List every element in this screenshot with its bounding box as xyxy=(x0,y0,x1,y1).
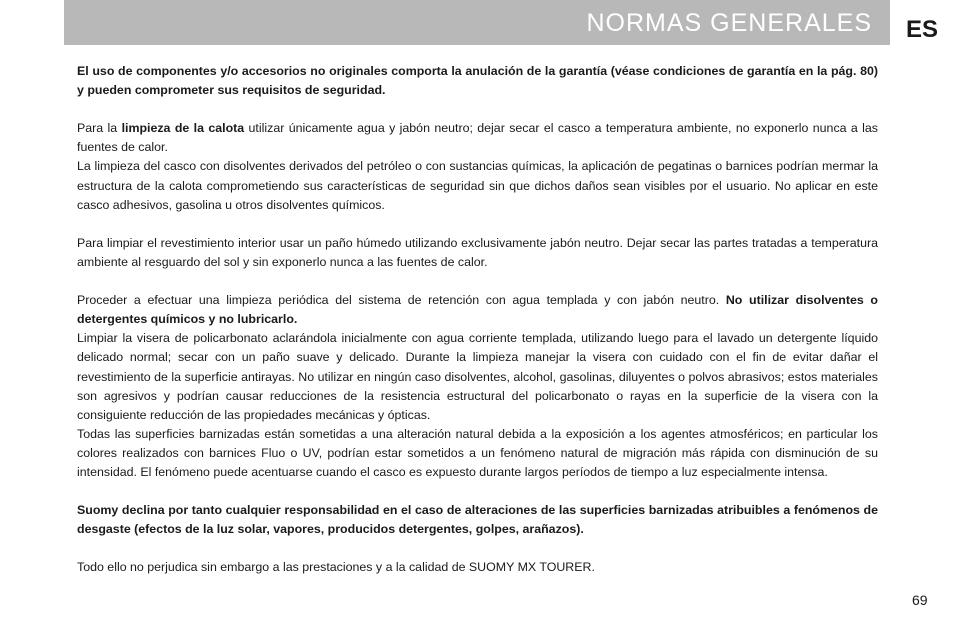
paragraph-gap xyxy=(77,100,878,119)
shell-cleaning-emphasis: limpieza de la calota xyxy=(121,121,245,136)
paragraph-closing-note: Todo ello no perjudica sin embargo a las prestaciones y a la calidad de SUOMY MX TOURER. xyxy=(77,560,595,575)
paragraph-liability-disclaimer xyxy=(77,501,878,539)
page-title: NORMAS GENERALES xyxy=(586,9,872,37)
shell-cleaning-intro: Para la xyxy=(77,121,122,136)
paragraph-gap xyxy=(77,539,878,558)
page-number: 69 xyxy=(912,592,928,608)
document-body xyxy=(77,62,878,578)
paragraph-painted-surfaces: Todas las superficies barnizadas están sometidas a una alteración natural debida a la exposición a los agentes atmosféricos; en particular los colores realizados con barnices Fluo o UV, podrían estar sometidos a un fenómeno natural de migración más rápida con disminución de su intensidad. El fenómeno puede acentuarse cuando el casco es expuesto durante largos períodos de tiempo a luz especialmente intensa. xyxy=(77,426,878,479)
paragraph-gap xyxy=(77,215,878,234)
paragraph-gap xyxy=(77,482,878,501)
paragraph-warranty-warning xyxy=(77,62,878,100)
paragraph-shell-cleaning xyxy=(77,119,878,157)
paragraph-visor-cleaning: Limpiar la visera de policarbonato aclarándola inicialmente con agua corriente templada, utilizando luego para el lavado un detergente líquido delicado normal; secar con un paño suave y delicado. Durante la limpieza manejar la visera con cuidado con el fin de evitar dañar el revestimiento de la superficie antirayas. No utilizar en ningún caso disolventes, alcohol, gasolinas, diluyentes o polvos abrasivos; estos materiales son agresivos y podrían causar reducciones de la resistencia estructural del policarbonato o rayas en la superficie de la visera con la consiguiente reducción de las propiedades mecánicas y ópticas. xyxy=(77,331,878,422)
retention-system-warning: No utilizar disolventes o detergentes químicos y no lubricarlo. xyxy=(77,293,878,327)
shell-cleaning-text: utilizar únicamente agua y jabón neutro; dejar secar el casco a temperatura ambiente, no exponerlo nunca a las fuentes de calor. xyxy=(77,121,878,155)
paragraph-interior-cleaning: Para limpiar el revestimiento interior usar un paño húmedo utilizando exclusivamente jabón neutro. Dejar secar las partes tratadas a temperatura ambiente al resguardo del sol y sin exponerlo nunca a las fuentes de calor. xyxy=(77,235,878,269)
liability-disclaimer-text: Suomy declina por tanto cualquier responsabilidad en el caso de alteraciones de las superficies barnizadas atribuibles a fenómenos de desgaste (efectos de la luz solar, vapores, producidos detergentes, golpes, arañazos). xyxy=(77,503,878,537)
paragraph-gap xyxy=(77,272,878,291)
language-code: ES xyxy=(906,16,939,43)
header-bar xyxy=(64,0,890,45)
retention-system-text: Proceder a efectuar una limpieza periódica del sistema de retención con agua templada y con jabón neutro. xyxy=(77,293,726,308)
warranty-warning-text: El uso de componentes y/o accesorios no originales comporta la anulación de la garantía (véase condiciones de garantía en la pág. 80) y pueden comprometer sus requisitos de seguridad. xyxy=(77,64,878,98)
paragraph-retention-system xyxy=(77,291,878,329)
paragraph-solvents-warning: La limpieza del casco con disolventes derivados del petróleo o con sustancias químicas, la aplicación de pegatinas o barnices podrían mermar la estructura de la calota comprometiendo sus características de seguridad sin que dichos daños sean visibles por el usuario. No aplicar en este casco adhesivos, gasolina u otros disolventes químicos. xyxy=(77,159,878,212)
